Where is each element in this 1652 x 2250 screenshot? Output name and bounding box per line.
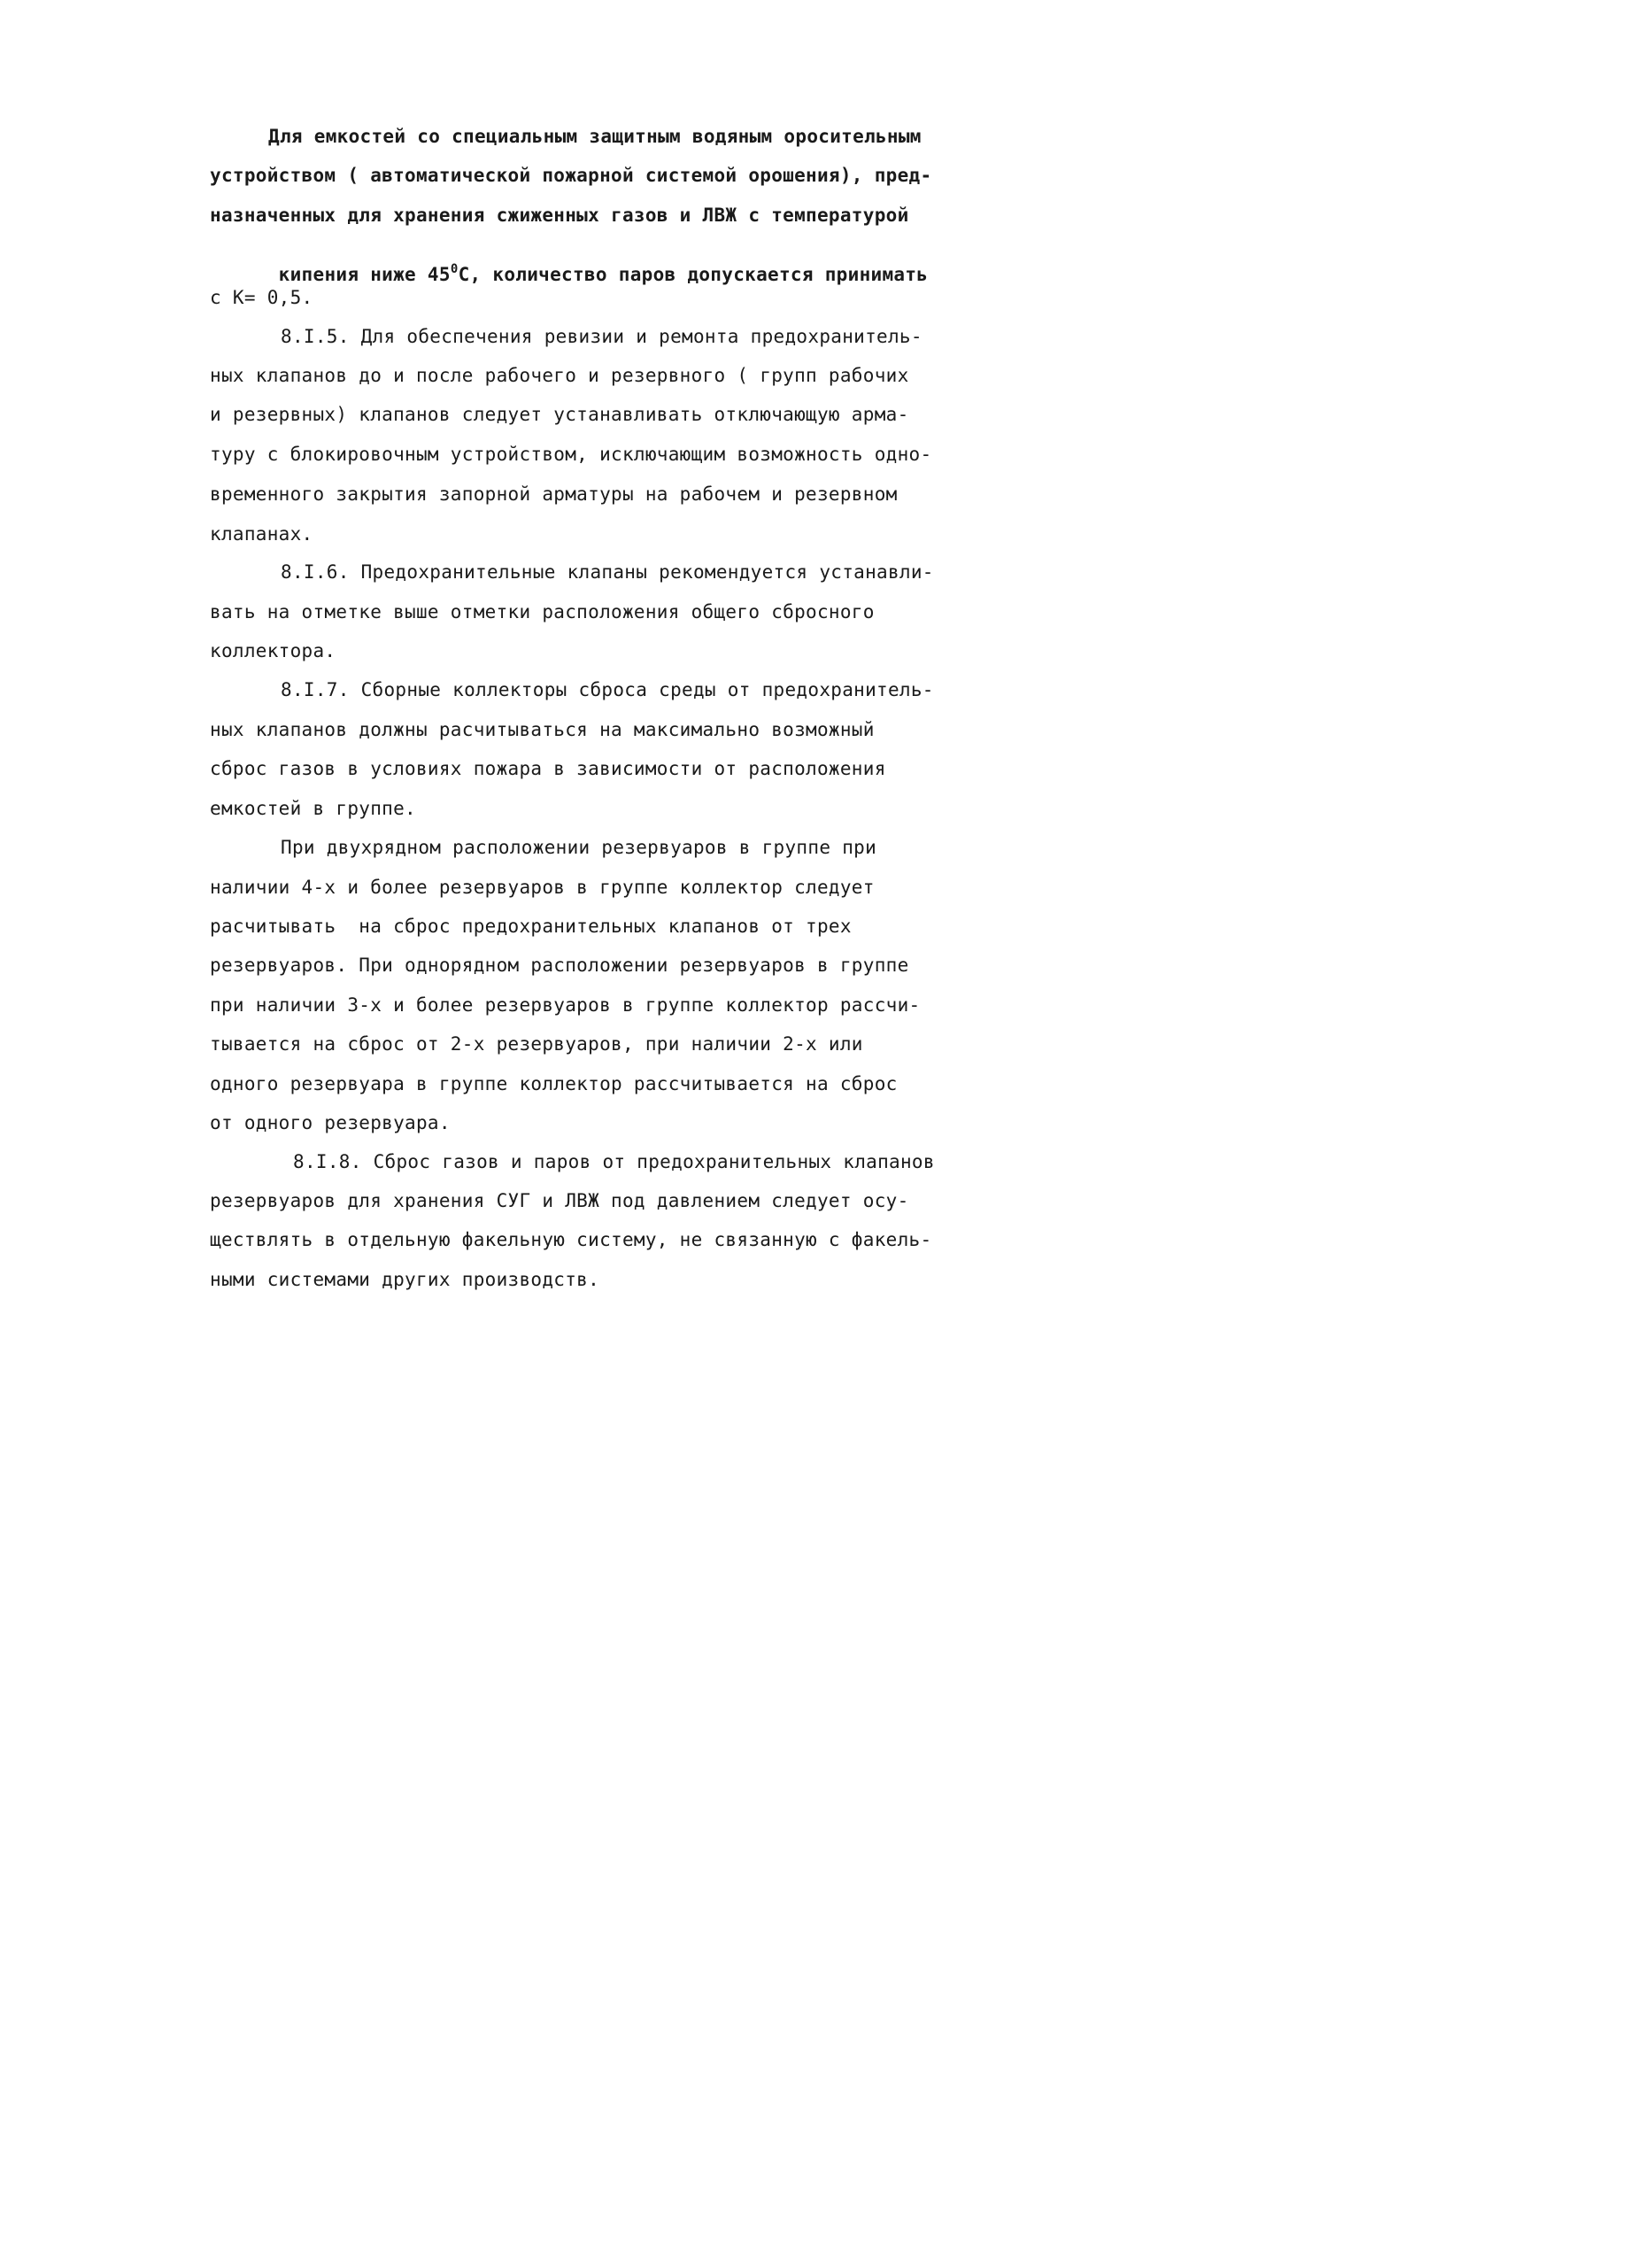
text-line: наличии 4-х и более резервуаров в группе коллектор следует xyxy=(210,877,875,898)
text-fragment: С, количество паров допускается принимать xyxy=(458,264,929,285)
text-line: одного резервуара в группе коллектор рассчитывается на сброс xyxy=(210,1073,898,1094)
text-line: ных клапанов до и после рабочего и резервного ( групп рабочих xyxy=(210,365,909,386)
text-line: сброс газов в условиях пожара в зависимости от расположения xyxy=(210,758,886,779)
text-line: вать на отметке выше отметки расположения общего сбросного xyxy=(210,601,875,622)
text-line: при наличии 3-х и более резервуаров в группе коллектор рассчи- xyxy=(210,994,921,1016)
text-line: ществлять в отдельную факельную систему, не связанную с факель- xyxy=(210,1229,932,1250)
text-line: 8.I.8. Сброс газов и паров от предохранительных клапанов xyxy=(293,1151,935,1172)
text-line: коллектора. xyxy=(210,640,336,661)
document-page xyxy=(0,0,1027,1398)
text-line xyxy=(210,247,928,303)
text-line: тывается на сброс от 2-х резервуаров, при наличии 2-х или xyxy=(210,1033,863,1055)
degree-superscript: 0 xyxy=(450,262,459,276)
text-line: от одного резервуара. xyxy=(210,1112,451,1133)
text-fragment: кипения ниже 45 xyxy=(278,264,451,285)
text-line: резервуаров для хранения СУГ и ЛВЖ под давлением следует осу- xyxy=(210,1190,909,1211)
text-line: 8.I.7. Сборные коллекторы сброса среды от предохранитель- xyxy=(281,679,934,700)
text-line: Для емкостей со специальным защитным водяным оросительным xyxy=(268,126,922,147)
text-line: ных клапанов должны расчитываться на максимально возможный xyxy=(210,719,875,740)
text-line: резервуаров. При однорядном расположении резервуаров в группе xyxy=(210,955,909,976)
text-line: временного закрытия запорной арматуры на рабочем и резервном xyxy=(210,483,898,505)
text-line: 8.I.5. Для обеспечения ревизии и ремонта предохранитель- xyxy=(281,326,922,347)
text-line: назначенных для хранения сжиженных газов и ЛВЖ с температурой xyxy=(210,205,909,226)
text-line: емкостей в группе. xyxy=(210,798,416,819)
text-line: туру с блокировочным устройством, исключающим возможность одно- xyxy=(210,444,932,465)
text-line: 8.I.6. Предохранительные клапаны рекомендуется устанавли- xyxy=(281,561,934,583)
text-line: клапанах. xyxy=(210,523,313,545)
text-line: При двухрядном расположении резервуаров в группе при xyxy=(281,837,877,858)
text-line: с К= 0,5. xyxy=(210,287,313,308)
text-line: и резервных) клапанов следует устанавливать отключающую арма- xyxy=(210,404,909,425)
text-line: устройством ( автоматической пожарной системой орошения), пред- xyxy=(210,165,932,186)
text-line: расчитывать на сброс предохранительных клапанов от трех xyxy=(210,916,852,937)
text-line: ными системами других производств. xyxy=(210,1269,600,1290)
